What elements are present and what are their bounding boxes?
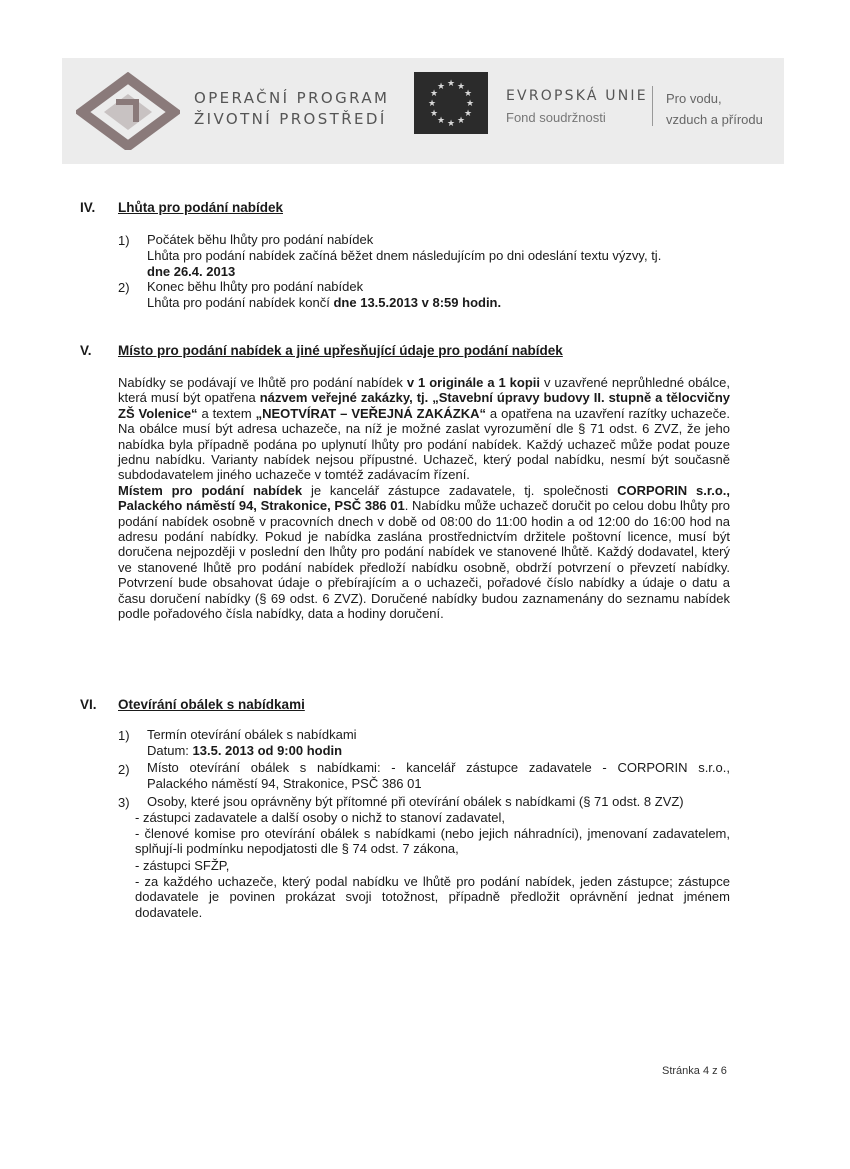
header-divider [652,86,653,126]
s6-item2-num: 2) [118,762,130,777]
s5-p2-text2: . Nabídku může uchazeč doručit po celou dobu lhůty pro podání nabídek osobně v pracovních dnech v době od 08:00 do 11:00 hodin a od 12:00 do 16:00 hod na adresu podání nabídky. Pokud je nabídka zaslána prostřednictvím držitele poštovní licence, musí být doručena nejpozději v poslední den lhůty pro podání nabídek ve stanovené lhůtě. Každý dodavatel, který ve stanovené lhůtě pro podání nabídek předloží nabídku osobně, obdrží potvrzení o převzetí nabídky. Potvrzení bude obsahovat údaje o přebírajícím a o uchazeči, pořadové číslo nabídky a údaje o datu a času doručení nabídky (§ 69 odst. 6 ZVZ). Doručené nabídky budou zaznamenány do seznamu nabídek podle pořadového čísla nabídky, data a hodiny doručení. [118,498,730,622]
header-banner [62,58,784,164]
s6-item1-date-value: 13.5. 2013 od 9:00 hodin [192,743,343,758]
op-program-name [194,88,389,130]
op-zp-logo-icon [76,72,180,150]
s4-item1-heading: Počátek běhu lhůty pro podání nabídek [147,232,374,247]
s5-p1-envelope-label: „NEOTVÍRAT – VEŘEJNÁ ZAKÁZKA“ [255,405,486,421]
s6-item3-num: 3) [118,795,130,810]
s4-item2-heading: Konec běhu lhůty pro podání nabídek [147,279,364,294]
svg-text:★: ★ [429,109,439,119]
s6-item1-num: 1) [118,728,130,743]
svg-text:★: ★ [465,99,475,109]
s4-item2-text-prefix: Lhůta pro podání nabídek končí [147,295,334,310]
s4-item1-date: dne 26.4. 2013 [147,264,236,279]
s5-p1-text3: a textem [197,405,256,421]
s6-item2-line2: Palackého náměstí 94, Strakonice, PSČ 386 01 [147,776,422,791]
svg-text:★: ★ [446,79,456,89]
s6-bullet-2: - členové komise pro otevírání obálek s nabídkami (nebo jejich náhradníci), jmenovaní zadavatelem, splňují-li podmínku nepodjatosti dle § 74 odst. 7 zákona, [135,826,730,857]
eu-title: EVROPSKÁ UNIE [506,88,648,104]
motto-line1: Pro vodu, [666,91,722,106]
svg-text:★: ★ [436,116,446,126]
s5-body [118,375,730,622]
section-4-title: Lhůta pro podání nabídek [118,200,283,215]
s6-item1-heading: Termín otevírání obálek s nabídkami [147,727,357,742]
svg-text:★: ★ [427,99,437,109]
eu-flag-icon [414,72,488,134]
section-6-title: Otevírání obálek s nabídkami [118,697,305,712]
section-5-number: V. [80,343,92,358]
section-5-title: Místo pro podání nabídek a jiné upřesňující údaje pro podání nabídek [118,343,563,358]
s4-item2-num: 2) [118,280,130,295]
svg-text:★: ★ [456,82,466,92]
s5-p1-text1: Nabídky se podávají ve lhůtě pro podání nabídek [118,375,407,390]
section-4-number: IV. [80,200,96,215]
s5-p2-bold1: Místem pro podání nabídek [118,482,303,498]
section-6-number: VI. [80,697,97,712]
s4-item2-deadline: dne 13.5.2013 v 8:59 hodin. [333,295,502,310]
s6-bullet-3: - zástupci SFŽP, [135,858,230,873]
s6-bullet-4: - za každého uchazeče, který podal nabídku ve lhůtě pro podání nabídek, jeden zástupce; zástupce dodavatele je povinen prokázat svoji totožnost, případně předložit oprávnění jednat jménem dodavatele. [135,874,730,920]
eu-subtitle: Fond soudržnosti [506,110,606,125]
s5-p2-text1: je kancelář zástupce zadavatele, tj. společnosti [302,482,618,498]
s5-p1-bold1: v 1 originále a 1 kopii [406,375,541,390]
s6-item2-line1: Místo otevírání obálek s nabídkami: - kancelář zástupce zadavatele - CORPORIN s.r.o., [147,760,730,775]
s6-item1-date-prefix: Datum: [147,743,193,758]
s4-item1-num: 1) [118,233,130,248]
svg-text:★: ★ [463,109,473,119]
op-line1: OPERAČNÍ PROGRAM [194,89,390,107]
s5-p1-contract-name: názvem veřejné zakázky, tj. „Stavební úpravy budovy II. stupně a tělocvičny ZŠ Volenice“ [118,390,730,421]
op-line2: ŽIVOTNÍ PROSTŘEDÍ [194,110,387,128]
s6-item3-heading: Osoby, které jsou oprávněny být přítomné při otevírání obálek s nabídkami (§ 71 odst. 8 ZVZ) [147,794,684,809]
s6-bullet-1: - zástupci zadavatele a další osoby o nichž to stanoví zadavatel, [135,810,505,825]
svg-text:★: ★ [463,89,473,99]
svg-text:★: ★ [446,119,456,129]
motto [666,88,763,130]
s6-item1-date [147,743,342,759]
s5-p1-text4: a opatřena na uzavření razítky uchazeče. Na obálce musí být adresa uchazeče, na níž je možné zaslat vyrozumění dle § 71 odst. 6 ZVZ, že jeho nabídka byla případně podána po uplynutí lhůty pro podání nabídek. Každý uchazeč může podat pouze jednu nabídku. Varianty nabídek nejsou přípustné. Uchazeč, který podal nabídku, nesmí být současně subdodavatelem jiného uchazeče v tomtéž zadávacím řízení. [118,405,730,483]
s5-p2-address: CORPORIN s.r.o., Palackého náměstí 94, Strakonice, PSČ 386 01 [118,482,730,514]
s4-item1-text: Lhůta pro podání nabídek začíná běžet dnem následujícím po dni odeslání textu výzvy, tj. [147,248,662,263]
s5-p1-text2: v uzavřené neprůhledné obálce, která musí být opatřena [118,375,730,406]
s5-paragraph-1 [118,375,730,483]
s4-item2-text [147,295,501,311]
motto-line2: vzduch a přírodu [666,112,763,127]
svg-text:★: ★ [429,89,439,99]
s5-paragraph-2 [118,483,730,622]
svg-text:★: ★ [456,116,466,126]
page-number: Stránka 4 z 6 [662,1065,727,1077]
svg-text:★: ★ [436,82,446,92]
